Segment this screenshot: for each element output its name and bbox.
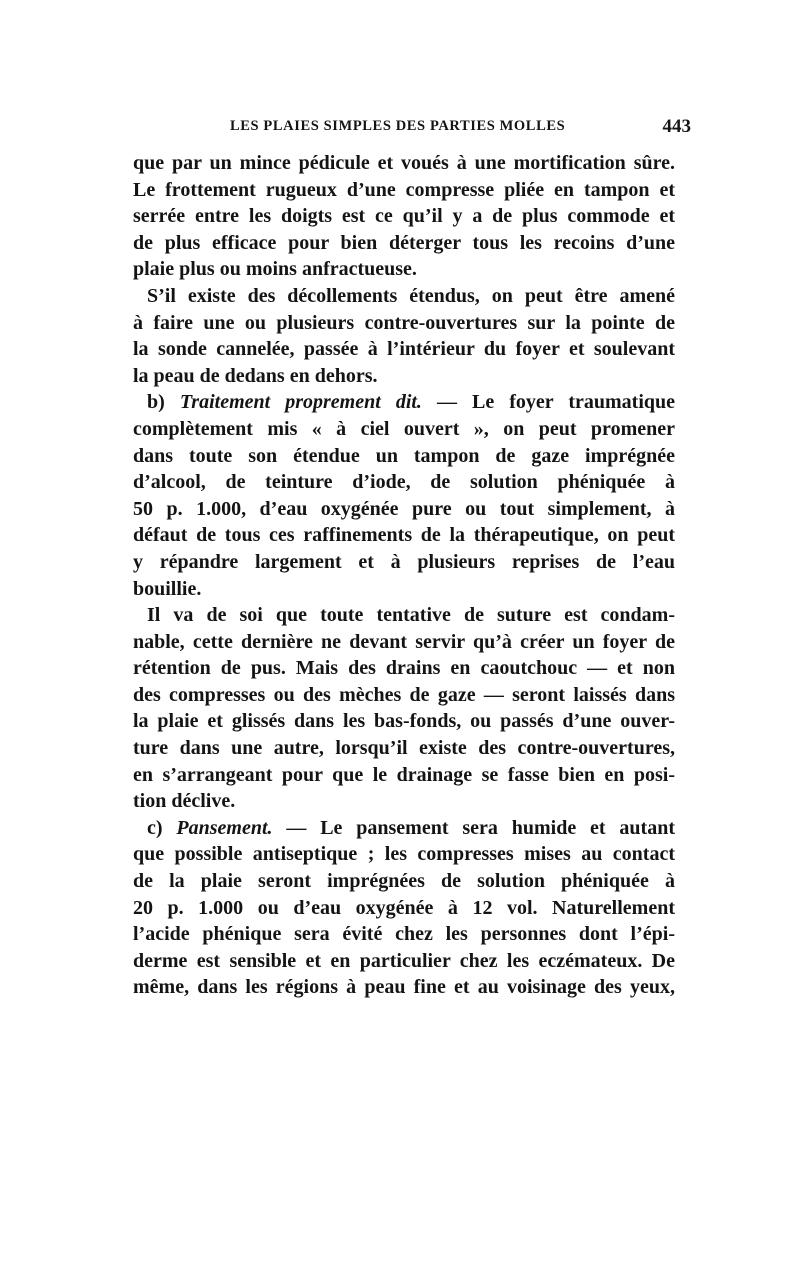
section-b-heading-line bbox=[133, 389, 675, 416]
section-c-label: c) bbox=[147, 816, 177, 839]
text-line: des compresses ou des mèches de gaze — seront laissés dans bbox=[133, 683, 675, 706]
text-line: d’alcool, de teinture d’iode, de solution phéniquée à bbox=[133, 471, 675, 494]
text-line: défaut de tous ces raffinements de la thérapeutique, on peut bbox=[133, 524, 675, 547]
text-line: que possible antiseptique ; les compresses mises au contact bbox=[133, 843, 675, 866]
body-text bbox=[133, 150, 675, 1001]
text-line: Il va de soi que toute tentative de suture est condam- bbox=[147, 604, 675, 627]
section-c-title: Pansement. bbox=[176, 816, 273, 839]
text-line: ture dans une autre, lorsqu’il existe des contre-ouvertures, bbox=[133, 737, 675, 760]
section-b-title: Traitement proprement dit. bbox=[179, 391, 422, 414]
text-line: serrée entre les doigts est ce qu’il y a de plus commode et bbox=[133, 205, 675, 228]
text-line: complètement mis « à ciel ouvert », on peut promener bbox=[133, 417, 675, 440]
text-line: S’il existe des décollements étendus, on peut être amené bbox=[147, 284, 675, 307]
text-line: en s’arrangeant pour que le drainage se fasse bien en posi- bbox=[133, 763, 675, 786]
text-line: la plaie et glissés dans les bas-fonds, ou passés d’une ouver- bbox=[133, 710, 675, 733]
text-line: plaie plus ou moins anfractueuse. bbox=[133, 258, 417, 281]
text-line: rétention de pus. Mais des drains en caoutchouc — et non bbox=[133, 657, 675, 680]
text-line: 20 p. 1.000 ou d’eau oxygénée à 12 vol. Naturellement bbox=[133, 896, 675, 919]
text-line: de plus efficace pour bien déterger tous les recoins d’une bbox=[133, 231, 675, 254]
section-b-label: b) bbox=[147, 391, 180, 414]
text-line: 50 p. 1.000, d’eau oxygénée pure ou tout simplement, à bbox=[133, 497, 675, 520]
page-number: 443 bbox=[662, 116, 691, 137]
text-line: la sonde cannelée, passée à l’intérieur du foyer et soulevant bbox=[133, 338, 675, 361]
text-line: tion déclive. bbox=[133, 790, 236, 813]
section-b-rest: — Le foyer traumatique bbox=[421, 391, 676, 414]
running-head bbox=[133, 116, 691, 140]
section-c-heading-line bbox=[133, 815, 675, 842]
text-line: l’acide phénique sera évité chez les personnes dont l’épi- bbox=[133, 923, 675, 946]
text-line: nable, cette dernière ne devant servir qu’à créer un foyer de bbox=[133, 630, 675, 653]
text-line: à faire une ou plusieurs contre-ouvertures sur la pointe de bbox=[133, 311, 675, 334]
text-line: dans toute son étendue un tampon de gaze imprégnée bbox=[133, 444, 675, 467]
text-line: y répandre largement et à plusieurs reprises de l’eau bbox=[133, 550, 675, 573]
running-title: LES PLAIES SIMPLES DES PARTIES MOLLES bbox=[230, 118, 566, 134]
text-line: la peau de dedans en dehors. bbox=[133, 364, 378, 387]
text-line: bouillie. bbox=[133, 577, 202, 600]
text-line: derme est sensible et en particulier chez les eczémateux. De bbox=[133, 949, 675, 972]
text-line: de la plaie seront imprégnées de solution phéniquée à bbox=[133, 870, 675, 893]
section-c-rest: — Le pansement sera humide et autant bbox=[272, 816, 675, 839]
text-line: même, dans les régions à peau fine et au voisinage des yeux, bbox=[133, 976, 675, 999]
text-line: Le frottement rugueux d’une compresse pliée en tampon et bbox=[133, 178, 675, 201]
text-line: que par un mince pédicule et voués à une mortification sûre. bbox=[133, 152, 675, 174]
